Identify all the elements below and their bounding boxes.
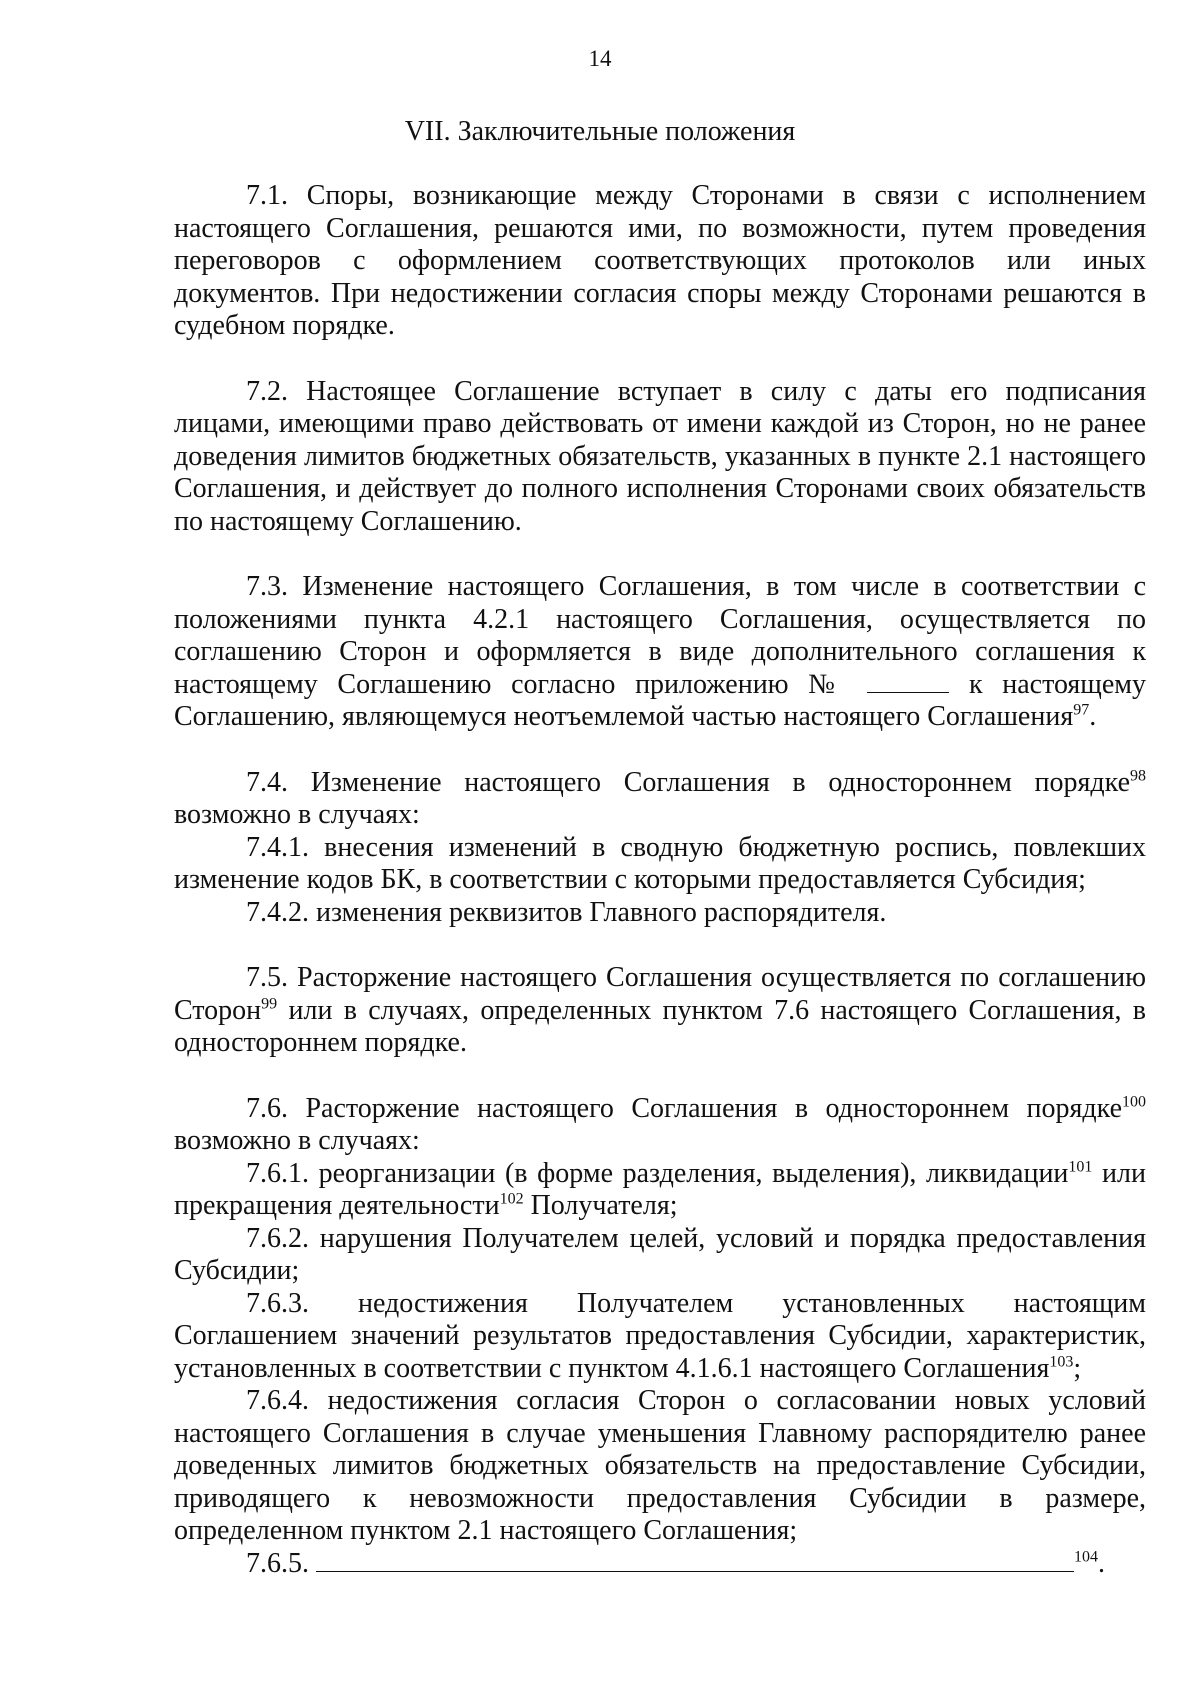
- paragraph-7-6-3: [174, 1288, 1146, 1386]
- paragraph-7-3: [174, 571, 1146, 734]
- paragraph-7-5: [174, 962, 1146, 1060]
- section-title: VII. Заключительные положения: [404, 116, 796, 147]
- footnote-ref: 99: [261, 995, 278, 1013]
- page-number: 14: [588, 46, 612, 71]
- paragraph-7-1: 7.1. Споры, возникающие между Сторонами в связи с исполнением настоящего Соглашения, решаются ими, по возможности, путем проведения переговоров с оформлением соответствующих протоколов или иных документов. При недостижении согласия споры между Сторонами решаются в судебном порядке.: [174, 180, 1146, 341]
- paragraph-7-3-text-b: к настоящему Соглашению, являющемуся неотъемлемой частью настоящего Соглашения: [174, 668, 1147, 732]
- paragraph-7-4: [174, 767, 1146, 832]
- paragraph-7-2: 7.2. Настоящее Соглашение вступает в силу с даты его подписания лицами, имеющими право действовать от имени каждой из Сторон, но не ранее доведения лимитов бюджетных обязательств, указанных в пункте 2.1 настоящего Соглашения, и действует до полного исполнения Сторонами своих обязательств по настоящему Соглашению.: [174, 375, 1146, 537]
- paragraph-7-6-1-text-b: или прекращения деятельности: [174, 1157, 1146, 1221]
- paragraph-7-4-1: 7.4.1. внесения изменений в сводную бюджетную роспись, повлекших изменение кодов БК, в соответствии с которыми предоставляется Субсидия;: [174, 831, 1146, 895]
- paragraph-7-6-1: [174, 1158, 1146, 1223]
- paragraph-7-6-text-b: возможно в случаях:: [174, 1125, 420, 1156]
- paragraph-7-6-4: 7.6.4. недостижения согласия Сторон о согласовании новых условий настоящего Соглашения в случае уменьшения Главному распорядителю ранее доведенных лимитов бюджетных обязательств на предоставление Субсидии, приводящего к невозможности предоставления Субсидии в размере, определенном пунктом 2.1 настоящего Соглашения;: [174, 1385, 1146, 1546]
- paragraph-7-6-text-a: 7.6. Расторжение настоящего Соглашения в одностороннем порядке: [246, 1092, 1122, 1124]
- paragraph-7-4-text-a: 7.4. Изменение настоящего Соглашения в одностороннем порядке: [246, 766, 1130, 798]
- footnote-ref: 101: [1068, 1158, 1093, 1176]
- blank-line: [867, 670, 949, 693]
- paragraph-7-3-end: .: [1089, 701, 1097, 732]
- footnote-ref: 100: [1122, 1093, 1146, 1111]
- paragraph-7-4-2: 7.4.2. изменения реквизитов Главного распорядителя.: [246, 896, 887, 928]
- paragraph-7-6-5-number: 7.6.5.: [246, 1547, 309, 1579]
- footnote-ref: 97: [1073, 701, 1090, 719]
- paragraph-7-4-text-b: возможно в случаях:: [174, 799, 420, 830]
- footnote-ref: 104: [1074, 1548, 1098, 1566]
- paragraph-7-6-1-text-a: 7.6.1. реорганизации (в форме разделения, выделения), ликвидации: [246, 1157, 1069, 1189]
- footnote-ref: 98: [1130, 767, 1146, 785]
- paragraph-7-6-5-end: .: [1098, 1547, 1105, 1579]
- paragraph-7-5-text-b: или в случаях, определенных пунктом 7.6 настоящего Соглашения, в одностороннем порядке.: [174, 994, 1147, 1058]
- document-body: [174, 180, 1146, 1580]
- blank-line: [316, 1549, 1074, 1572]
- paragraph-7-6-5: [174, 1548, 1146, 1581]
- paragraph-7-6-1-text-c: Получателя;: [530, 1190, 678, 1221]
- paragraph-7-6-2: 7.6.2. нарушения Получателем целей, условий и порядка предоставления Субсидии;: [174, 1222, 1146, 1286]
- paragraph-7-6-3-text-a: 7.6.3. недостижения Получателем установленных настоящим Соглашением значений результатов предоставления Субсидии, характеристик, установленных в соответствии с пунктом 4.1.6.1 настоящего Соглашения: [174, 1287, 1146, 1384]
- footnote-ref: 102: [499, 1190, 524, 1208]
- paragraph-7-6: [174, 1093, 1146, 1158]
- paragraph-7-3-text-a: 7.3. Изменение настоящего Соглашения, в том числе в соответствии с положениями пункта 4.2.1 настоящего Соглашения, осуществляется по соглашению Сторон и оформляется в виде дополнительного соглашения к настоящему Соглашению согласно приложению №: [174, 571, 1146, 700]
- footnote-ref: 103: [1049, 1353, 1074, 1371]
- paragraph-7-6-3-end: ;: [1073, 1352, 1082, 1384]
- paragraph-7-5-text-a: 7.5. Расторжение настоящего Соглашения осуществляется по соглашению Сторон: [174, 962, 1146, 1026]
